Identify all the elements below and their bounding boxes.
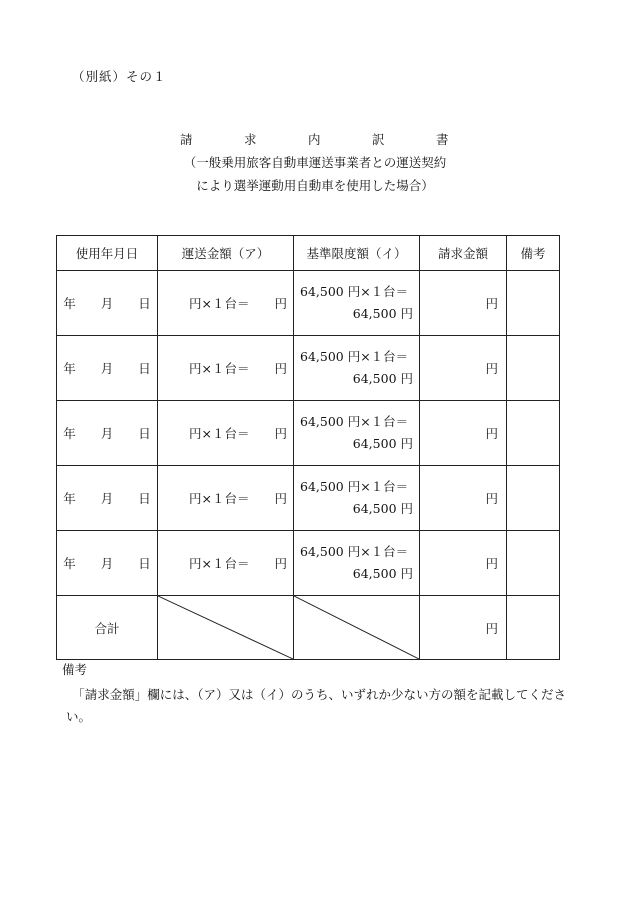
header-remarks: 備考 [507,236,560,271]
header-fare-amount: 運送金額（ア） [158,236,294,271]
fare-amount-cell[interactable]: 円×１台＝ 円 [158,336,294,401]
usage-date-cell[interactable]: 年 月 日 [57,531,158,596]
limit-amount-cell: 64,500 円×１台＝ 64,500 円 [294,336,420,401]
table-row [57,531,560,596]
header-claim-amount: 請求金額 [420,236,507,271]
title-char: 求 [244,132,257,147]
limit-amount-cell: 64,500 円×１台＝ 64,500 円 [294,466,420,531]
limit-amount-cell: 64,500 円×１台＝ 64,500 円 [294,531,420,596]
limit-total-void-cell [294,596,420,660]
header-limit-amount: 基準限度額（イ） [294,236,420,271]
remarks-cell[interactable] [507,466,560,531]
claim-amount-cell[interactable]: 円 [420,531,507,596]
subtitle-line-2: により選挙運動用自動車を使用した場合） [196,178,434,193]
header-usage-date: 使用年月日 [57,236,158,271]
remarks-cell[interactable] [507,531,560,596]
subtitle-line-1: （一般乗用旅客自動車運送事業者との運送契約 [183,155,447,170]
claim-amount-cell[interactable]: 円 [420,401,507,466]
fare-amount-cell[interactable]: 円×１台＝ 円 [158,466,294,531]
total-claim-amount-cell[interactable]: 円 [420,596,507,660]
fare-amount-cell[interactable]: 円×１台＝ 円 [158,401,294,466]
table-row [57,466,560,531]
title-char: 書 [436,132,449,147]
table-row [57,401,560,466]
notes-text: 「請求金額」欄には、（ア）又は（イ）のうち、いずれか少ない方の額を記載してください。 [66,687,567,724]
remarks-cell[interactable] [507,271,560,336]
title-char: 内 [308,132,321,147]
total-row [57,596,560,660]
fare-amount-cell[interactable]: 円×１台＝ 円 [158,531,294,596]
total-remarks-cell[interactable] [507,596,560,660]
notes-heading: 備考 [62,662,88,677]
diagonal-strike-line [158,596,293,659]
total-label: 合計 [57,596,158,660]
table-header-row [57,236,560,271]
claim-amount-cell[interactable]: 円 [420,336,507,401]
limit-amount-cell: 64,500 円×１台＝ 64,500 円 [294,401,420,466]
annex-label: （別紙）その１ [72,69,167,84]
table-row [57,271,560,336]
usage-date-cell[interactable]: 年 月 日 [57,466,158,531]
claim-amount-cell[interactable]: 円 [420,271,507,336]
title-char: 訳 [372,132,385,147]
fare-total-void-cell [158,596,294,660]
title-char: 請 [180,132,193,147]
document-title [180,130,450,150]
usage-date-cell[interactable]: 年 月 日 [57,271,158,336]
usage-date-cell[interactable]: 年 月 日 [57,336,158,401]
invoice-breakdown-table [56,235,560,660]
remarks-cell[interactable] [507,401,560,466]
diagonal-strike-line [294,596,419,659]
table-row [57,336,560,401]
remarks-cell[interactable] [507,336,560,401]
claim-amount-cell[interactable]: 円 [420,466,507,531]
usage-date-cell[interactable]: 年 月 日 [57,401,158,466]
limit-amount-cell: 64,500 円×１台＝ 64,500 円 [294,271,420,336]
fare-amount-cell[interactable]: 円×１台＝ 円 [158,271,294,336]
